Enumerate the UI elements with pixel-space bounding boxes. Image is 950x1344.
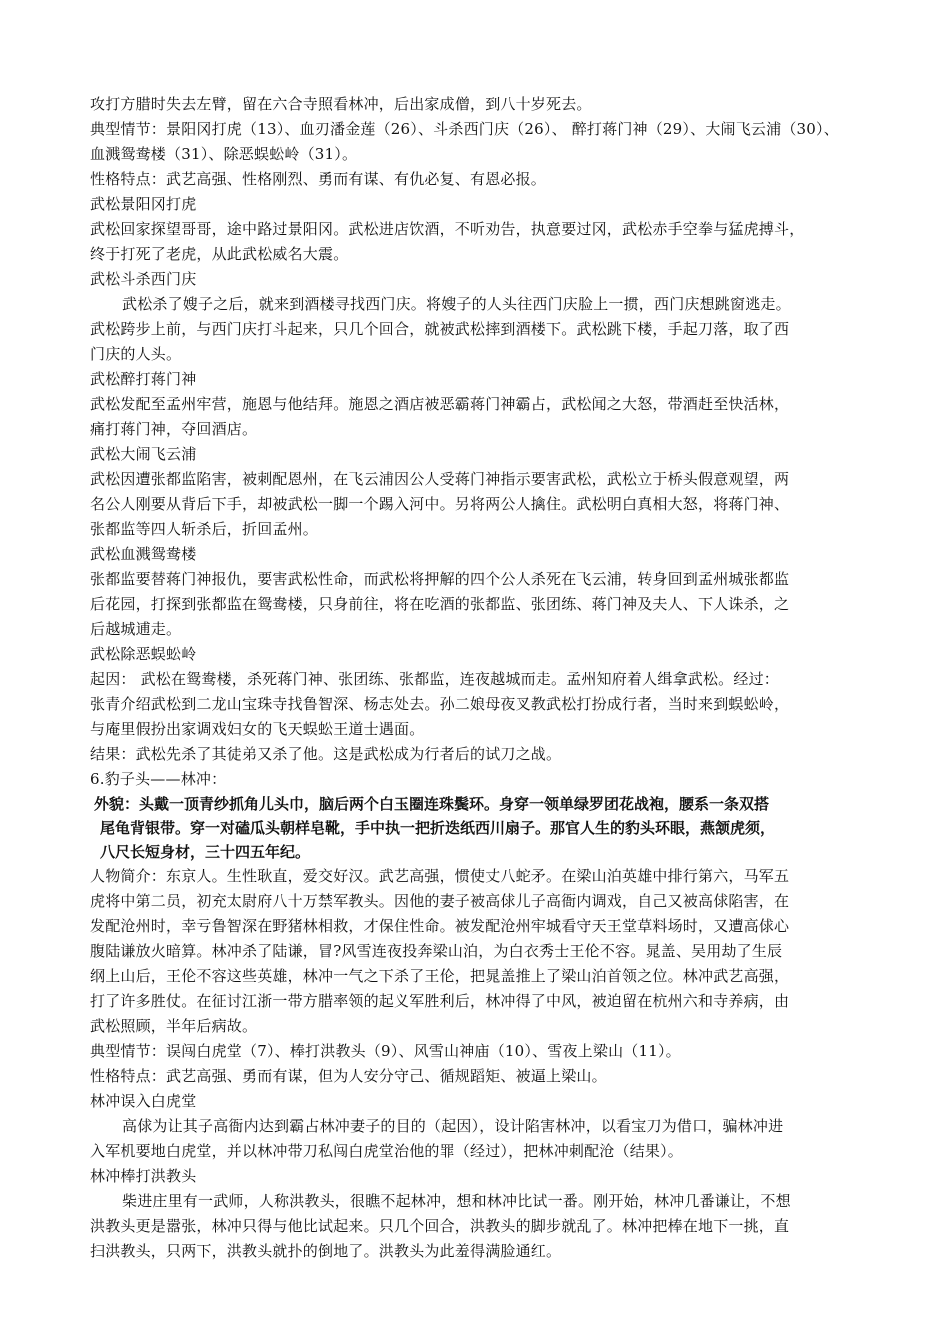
appearance-description xyxy=(90,792,870,864)
chapter-heading-linchong: 6.豹子头——林冲： xyxy=(90,770,227,788)
text-line: 尾龟背银带。穿一对磕瓜头朝样皂靴，手中执一把折迭纸西川扇子。那官人生的豹头环眼，燕颔虎须， xyxy=(100,819,776,837)
text-line: 武松发配至孟州牢营，施恩与他结拜。施恩之酒店被恶霸蒋门神霸占，武松闻之大怒，带酒赶至快活林， xyxy=(90,395,790,413)
text-line: 门庆的人头。 xyxy=(90,345,182,363)
section-heading: 武松斗杀西门庆 xyxy=(90,270,197,288)
text-line: 攻打方腊时失去左臂，留在六合寺照看林冲，后出家成僧，到八十岁死去。 xyxy=(90,95,592,113)
character-traits-linchong: 性格特点：武艺高强、勇而有谋，但为人安分守己、循规蹈矩、被逼上梁山。 xyxy=(90,1067,607,1085)
text-line: 张青介绍武松到二龙山宝珠寺找鲁智深、杨志处去。孙二娘母夜叉教武松打扮成行者，当时来到蜈蚣岭， xyxy=(90,695,790,713)
text-line: 结果：武松先杀了其徒弟又杀了他。这是武松成为行者后的试刀之战。 xyxy=(90,745,562,763)
text-line: 起因： 武松在鸳鸯楼，杀死蒋门神、张团练、张都监，连夜越城而走。孟州知府着人缉拿武松。经过： xyxy=(90,670,779,688)
text-line: 高俅为让其子高衙内达到霸占林冲妻子的目的（起因），设计陷害林冲，以看宝刀为借口，骗林冲进 xyxy=(122,1117,784,1135)
document-page xyxy=(90,92,870,1264)
section-heading: 武松景阳冈打虎 xyxy=(90,195,197,213)
typical-plots-linchong: 典型情节：误闯白虎堂（7）、棒打洪教头（9）、风雪山神庙（10）、雪夜上梁山（11）。 xyxy=(90,1042,681,1060)
text-line: 后花园，打探到张都监在鸳鸯楼，只身前往，将在吃酒的张都监、张团练、蒋门神及夫人、下人诛杀，之 xyxy=(90,595,790,613)
text-line: 武松杀了嫂子之后，就来到酒楼寻找西门庆。将嫂子的人头往西门庆脸上一掼，西门庆想跳窗逃走。 xyxy=(122,295,791,313)
text-line: 腹陆谦放火暗算。林冲杀了陆谦，冒?风雪连夜投奔梁山泊，为白衣秀士王伦不容。晁盖、吴用劫了生辰 xyxy=(90,942,783,960)
text-line: 柴进庄里有一武师，人称洪教头，很瞧不起林冲，想和林冲比试一番。刚开始，林冲几番谦让，不想 xyxy=(122,1192,791,1210)
section-heading: 武松大闹飞云浦 xyxy=(90,445,197,463)
text-line: 八尺长短身材，三十四五年纪。 xyxy=(100,843,311,861)
text-line: 后越城逋走。 xyxy=(90,620,182,638)
text-line: 血溅鸳鸯楼（31）、除恶蜈蚣岭（31）。 xyxy=(90,145,358,163)
typical-plots-wusong: 典型情节：景阳冈打虎（13）、血刃潘金莲（26）、斗杀西门庆（26）、 醉打蒋门神（29）、大闹飞云浦（30）、 xyxy=(90,120,839,138)
section-heading: 武松除恶蜈蚣岭 xyxy=(90,645,197,663)
text-line: 张都监要替蒋门神报仇，要害武松性命，而武松将押解的四个公人杀死在飞云浦，转身回到孟州城张都监 xyxy=(90,570,790,588)
text-line: 武松回家探望哥哥，途中路过景阳冈。武松进店饮酒，不听劝告，执意要过冈，武松赤手空拳与猛虎搏斗， xyxy=(90,220,805,238)
text-line: 虎将中第二员，初充太尉府八十万禁军教头。因他的妻子被高俅儿子高衙内调戏，自己又被高俅陷害，在 xyxy=(90,892,790,910)
character-profile: 人物简介：东京人。生性耿直，爱交好汉。武艺高强，惯使丈八蛇矛。在梁山泊英雄中排行第六，马军五 xyxy=(90,867,790,885)
section-heading: 林冲误入白虎堂 xyxy=(90,1092,197,1110)
section-heading: 武松血溅鸳鸯楼 xyxy=(90,545,197,563)
text-line: 张都监等四人斩杀后，折回孟州。 xyxy=(90,520,319,538)
text-line: 入军机要地白虎堂，并以林冲带刀私闯白虎堂治他的罪（经过），把林冲刺配沧（结果）。 xyxy=(90,1142,684,1160)
text-line: 武松照顾，半年后病故。 xyxy=(90,1017,258,1035)
text-line: 名公人刚要从背后下手，却被武松一脚一个踢入河中。另将两公人擒住。武松明白真相大怒，将蒋门神、 xyxy=(90,495,790,513)
text-line: 武松跨步上前，与西门庆打斗起来，只几个回合，就被武松摔到酒楼下。武松跳下楼，手起刀落，取了西 xyxy=(90,320,790,338)
text-line: 痛打蒋门神，夺回酒店。 xyxy=(90,420,258,438)
text-line: 扫洪教头，只两下，洪教头就扑的倒地了。洪教头为此羞得满脸通红。 xyxy=(90,1242,562,1260)
text-line: 纲上山后，王伦不容这些英雄，林冲一气之下杀了王伦，把晁盖推上了梁山泊首领之位。林冲武艺高强， xyxy=(90,967,790,985)
character-traits-wusong: 性格特点：武艺高强、性格刚烈、勇而有谋、有仇必复、有恩必报。 xyxy=(90,170,547,188)
text-line: 武松因遭张都监陷害，被刺配恩州，在飞云浦因公人受蒋门神指示要害武松，武松立于桥头假意观望，两 xyxy=(90,470,790,488)
section-heading: 武松醉打蒋门神 xyxy=(90,370,197,388)
text-line: 发配沧州时，幸亏鲁智深在野猪林相救，才保住性命。被发配沧州牢城看守天王堂草料场时，又遭高俅心 xyxy=(90,917,790,935)
section-heading: 林冲棒打洪教头 xyxy=(90,1167,197,1185)
text-line: 外貌：头戴一顶青纱抓角儿头巾，脑后两个白玉圈连珠鬓环。身穿一领单绿罗团花战袍，腰系一条双搭 xyxy=(94,795,770,813)
text-line: 洪教头更是嚣张，林冲只得与他比试起来。只几个回合，洪教头的脚步就乱了。林冲把棒在地下一挑，直 xyxy=(90,1217,790,1235)
text-line: 终于打死了老虎，从此武松威名大震。 xyxy=(90,245,349,263)
text-line: 打了许多胜仗。在征讨江浙一带方腊率领的起义军胜利后，林冲得了中风，被迫留在杭州六和寺养病，由 xyxy=(90,992,790,1010)
text-line: 与庵里假扮出家调戏妇女的飞天蜈蚣王道士遇面。 xyxy=(90,720,425,738)
